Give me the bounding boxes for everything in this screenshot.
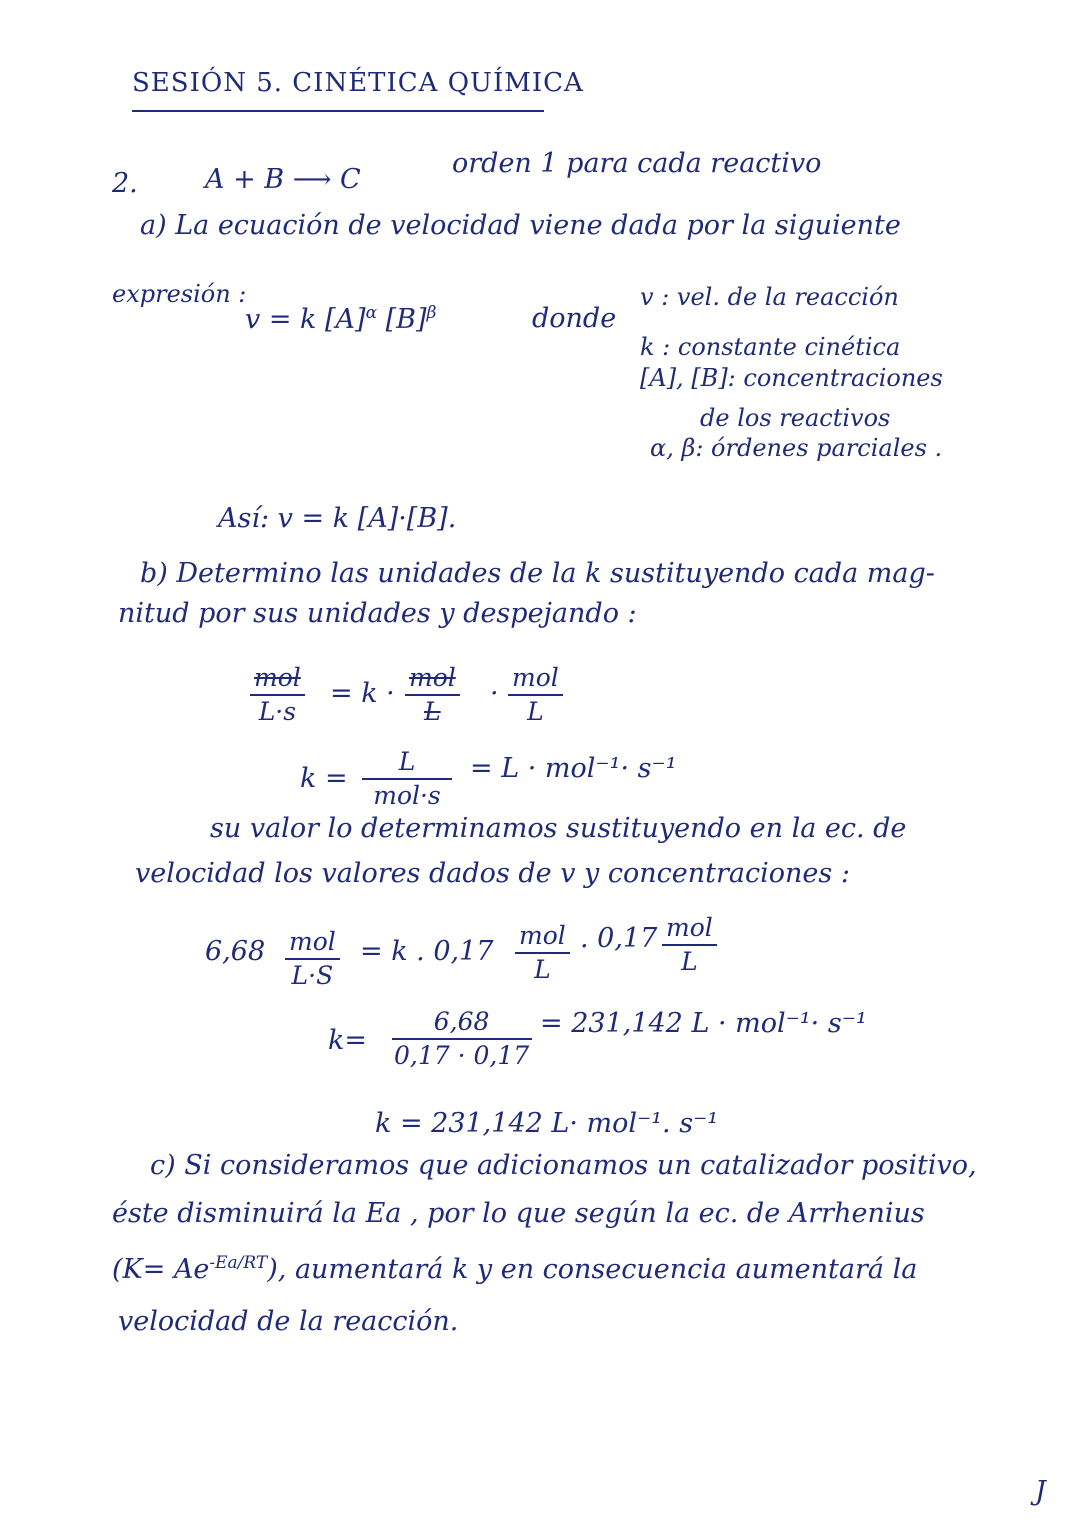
rate-law-result: Así: v = k [A]·[B]. <box>218 503 457 534</box>
eq3-middle: = k . 0,17 <box>360 936 494 967</box>
eq3-f2-numerator: mol <box>519 921 566 950</box>
page-title: SESIÓN 5. CINÉTICA QUÍMICA <box>132 68 584 98</box>
eq3-value: 6,68 <box>205 936 266 967</box>
beta-exponent: β <box>426 303 437 323</box>
part-b-line1: b) Determino las unidades de la k sustituyendo cada mag- <box>140 558 935 589</box>
eq3-fraction1 <box>285 928 340 989</box>
part-b-line3: su valor lo determinamos sustituyendo en la ec. de <box>210 813 907 844</box>
eq3-dot: . 0,17 <box>580 923 658 954</box>
part-c-line2: éste disminuirá la Ea , por lo que según la ec. de Arrhenius <box>112 1198 925 1229</box>
eq1-middle: = k · <box>330 678 395 709</box>
eq4-numerator: 6,68 <box>433 1007 490 1036</box>
part-b-line4: velocidad los valores dados de v y concentraciones : <box>135 858 850 889</box>
fraction-bar <box>515 952 570 954</box>
definition-orders: α, β: órdenes parciales . <box>650 434 943 462</box>
eq1-fraction3 <box>508 664 563 725</box>
title-underline <box>132 110 544 112</box>
problem-number: 2. <box>112 168 138 199</box>
eq1-dot: · <box>490 678 499 709</box>
definition-reactants: de los reactivos <box>700 404 891 432</box>
fraction-bar <box>405 694 460 696</box>
definition-concentrations: [A], [B]: concentraciones <box>640 364 943 392</box>
eq3-f1-numerator: mol <box>289 927 336 956</box>
eq3-f3-numerator: mol <box>666 913 713 942</box>
arrhenius-eq: (K= Ae <box>112 1254 210 1285</box>
eq1-f2-denominator: L <box>424 696 441 726</box>
eq3-f2-denominator: L <box>534 954 551 984</box>
definition-k: k : constante cinética <box>640 333 901 361</box>
part-a-line1: a) La ecuación de velocidad viene dada por la siguiente <box>140 210 901 241</box>
fraction-bar <box>250 694 305 696</box>
part-b-line2: nitud por sus unidades y despejando : <box>118 598 637 629</box>
eq4-fraction <box>390 1008 533 1069</box>
fraction-bar <box>392 1038 532 1040</box>
rate-law-expression <box>245 305 436 333</box>
eq1-f3-denominator: L <box>527 696 544 726</box>
eq3-fraction3 <box>662 914 717 975</box>
eq1-lhs-numerator: mol <box>254 663 301 692</box>
eq1-lhs-fraction <box>250 664 305 725</box>
fraction-bar <box>662 944 717 946</box>
alpha-exponent: α <box>365 303 378 323</box>
page-mark: J <box>1035 1476 1046 1507</box>
part-c-line4: velocidad de la reacción. <box>118 1306 459 1337</box>
eq1-lhs-denominator: L·s <box>258 696 297 726</box>
part-c-line1: c) Si consideramos que adicionamos un catalizador positivo, <box>150 1150 977 1181</box>
eq1-f2-numerator: mol <box>409 663 456 692</box>
eq3-f3-denominator: L <box>681 946 698 976</box>
eq4-k: k= <box>328 1025 367 1056</box>
fraction-bar <box>508 694 563 696</box>
rate-law-part2: [B] <box>385 304 427 335</box>
eq3-f1-denominator: L·S <box>291 960 334 990</box>
eq1-f3-numerator: mol <box>512 663 559 692</box>
definition-v: v : vel. de la reacción <box>640 283 899 311</box>
eq2-k: k = <box>300 763 348 794</box>
eq3-fraction2 <box>515 922 570 983</box>
eq1-fraction2 <box>405 664 460 725</box>
part-c-line3-rest: ), aumentará k y en consecuencia aumentará la <box>267 1254 918 1285</box>
reaction-equation: A + B ⟶ C <box>205 164 361 195</box>
eq4-denominator: 0,17 · 0,17 <box>394 1040 530 1070</box>
arrhenius-exponent: -Ea/RT <box>209 1253 268 1273</box>
fraction-bar <box>285 958 340 960</box>
eq2-denominator: mol·s <box>373 780 441 810</box>
eq4-result: = 231,142 L · mol⁻¹· s⁻¹ <box>540 1008 867 1039</box>
eq2-result: = L · mol⁻¹· s⁻¹ <box>470 753 677 784</box>
eq2-fraction <box>362 748 452 809</box>
eq2-numerator: L <box>398 747 416 776</box>
part-c-line3 <box>112 1255 917 1283</box>
donde-label: donde <box>532 303 617 334</box>
order-note: orden 1 para cada reactivo <box>452 148 822 179</box>
fraction-bar <box>362 778 452 780</box>
part-a-line2: expresión : <box>112 280 247 308</box>
final-k-value: k = 231,142 L· mol⁻¹. s⁻¹ <box>375 1108 719 1139</box>
rate-law-part1: v = k [A] <box>245 304 366 335</box>
